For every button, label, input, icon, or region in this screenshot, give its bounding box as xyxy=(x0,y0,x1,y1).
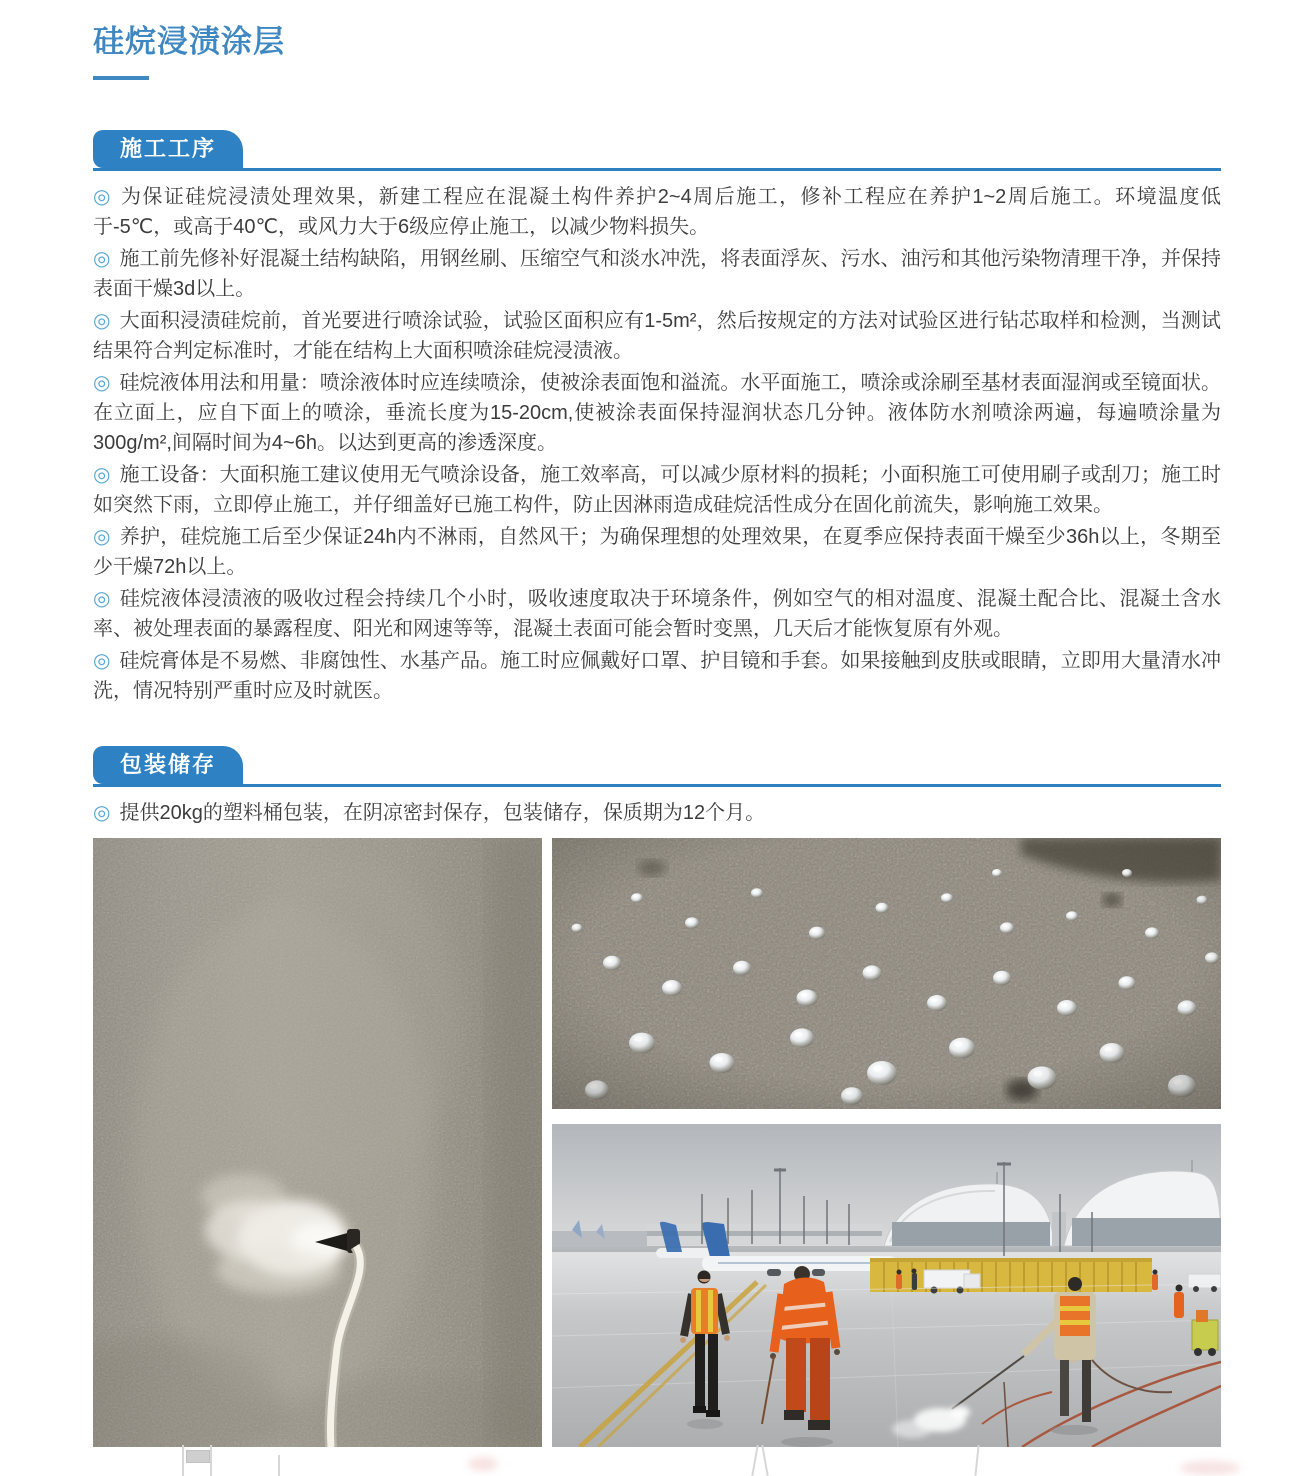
title-underline xyxy=(93,76,149,80)
bottom-cutoff-artwork xyxy=(0,1443,1290,1476)
bullet-icon: ◎ xyxy=(93,802,111,824)
bullet-text: 大面积浸渍硅烷前，首光要进行喷涂试验，试验区面积应有1-5m²，然后按规定的方法对试验区进行钻芯取样和检测，当测试结果符合判定标准时，才能在结构上大面积喷涂硅烷浸渍液。 xyxy=(93,310,1222,362)
bullet-item xyxy=(93,244,1221,304)
bullet-text: 为保证硅烷浸渍处理效果，新建工程应在混凝土构件养护2~4周后施工，修补工程应在养护1~2周后施工。环境温度低于-5℃，或高于40℃，或风力大于6级应停止施工，以减少物料损失。 xyxy=(93,186,1222,238)
bullet-text: 养护，硅烷施工后至少保证24h内不淋雨，自然风干；为确保理想的处理效果，在夏季应保持表面干燥至少36h以上，冬期至少干燥72h以上。 xyxy=(93,526,1221,578)
section-packaging-storage xyxy=(93,746,1221,828)
bullet-icon: ◎ xyxy=(93,526,111,548)
bullet-item xyxy=(93,460,1221,520)
bullet-text: 硅烷液体浸渍液的吸收过程会持续几个小时，吸收速度取决于环境条件，例如空气的相对温度、混凝土配合比、混凝土含水率、被处理表面的暴露程度、阳光和网速等等，混凝土表面可能会暂时变黑，几天后才能恢复原有外观。 xyxy=(93,588,1222,640)
cutoff-line xyxy=(278,1455,280,1476)
bullet-icon: ◎ xyxy=(93,372,111,394)
bullet-text: 硅烷液体用法和用量：喷涂液体时应连续喷涂，使被涂表面饱和溢流。水平面施工，喷涂或涂刷至基材表面湿润或至镜面状。在立面上，应自下面上的喷涂，垂流长度为15-20cm,使被涂表面保持湿润状态几分钟。液体防水剂喷涂两遍，每遍喷涂量为300g/m²,间隔时间为4~6h。以达到更高的渗透深度。 xyxy=(93,372,1222,454)
section-header-rule xyxy=(93,746,1221,787)
bullet-item xyxy=(93,368,1221,458)
bullet-text: 提供20kg的塑料桶包装，在阴凉密封保存，包装储存，保质期为12个月。 xyxy=(119,802,766,824)
bullet-icon: ◎ xyxy=(93,588,111,610)
bullet-text: 施工前先修补好混凝土结构缺陷，用钢丝刷、压缩空气和淡水冲洗，将表面浮灰、污水、油污和其他污染物清理干净，并保持表面干燥3d以上。 xyxy=(93,248,1222,300)
bullet-text: 施工设备：大面积施工建议使用无气喷涂设备，施工效率高，可以减少原材料的损耗；小面积施工可使用刷子或刮刀；施工时如突然下雨，立即停止施工，并仔细盖好已施工构件，防止因淋雨造成硅烷活性成分在固化前流失，影响施工效果。 xyxy=(93,464,1222,516)
bullet-icon: ◎ xyxy=(93,186,112,208)
bullet-text: 硅烷膏体是不易燃、非腐蚀性、水基产品。施工时应佩戴好口罩、护目镜和手套。如果接触到皮肤或眼睛，立即用大量清水冲洗，情况特别严重时应及时就医。 xyxy=(93,650,1222,702)
bullet-icon: ◎ xyxy=(93,650,111,672)
cutoff-line xyxy=(210,1445,212,1476)
section-construction-procedure xyxy=(93,130,1221,706)
bullet-icon: ◎ xyxy=(93,464,111,486)
cutoff-line xyxy=(182,1445,184,1476)
photo-wall-spraying xyxy=(93,838,542,1447)
cutoff-smudge xyxy=(468,1457,498,1471)
section-header-rule xyxy=(93,130,1221,171)
bullet-item xyxy=(93,584,1221,644)
page-title: 硅烷浸渍涂层 xyxy=(93,24,285,59)
bullet-item xyxy=(93,182,1221,242)
cutoff-line xyxy=(751,1445,758,1476)
section-header-tab: 施工工序 xyxy=(93,130,243,168)
bullet-item xyxy=(93,798,1221,828)
cutoff-smudge xyxy=(1180,1461,1240,1475)
bullet-icon: ◎ xyxy=(93,310,111,332)
cutoff-cap xyxy=(186,1450,210,1463)
bullet-list xyxy=(93,798,1221,828)
section-header-tab: 包装储存 xyxy=(93,746,243,784)
photo-grid xyxy=(93,838,1221,1447)
bullet-list xyxy=(93,182,1221,706)
bullet-item xyxy=(93,522,1221,582)
photo-airport-apron xyxy=(552,1124,1221,1447)
bullet-item xyxy=(93,306,1221,366)
bullet-icon: ◎ xyxy=(93,248,111,270)
cutoff-line xyxy=(761,1445,768,1476)
page-content xyxy=(93,0,1221,1447)
photo-column-right xyxy=(552,838,1221,1447)
bullet-item xyxy=(93,646,1221,706)
cutoff-line xyxy=(974,1445,979,1476)
photo-hydrophobic-droplets xyxy=(552,838,1221,1109)
